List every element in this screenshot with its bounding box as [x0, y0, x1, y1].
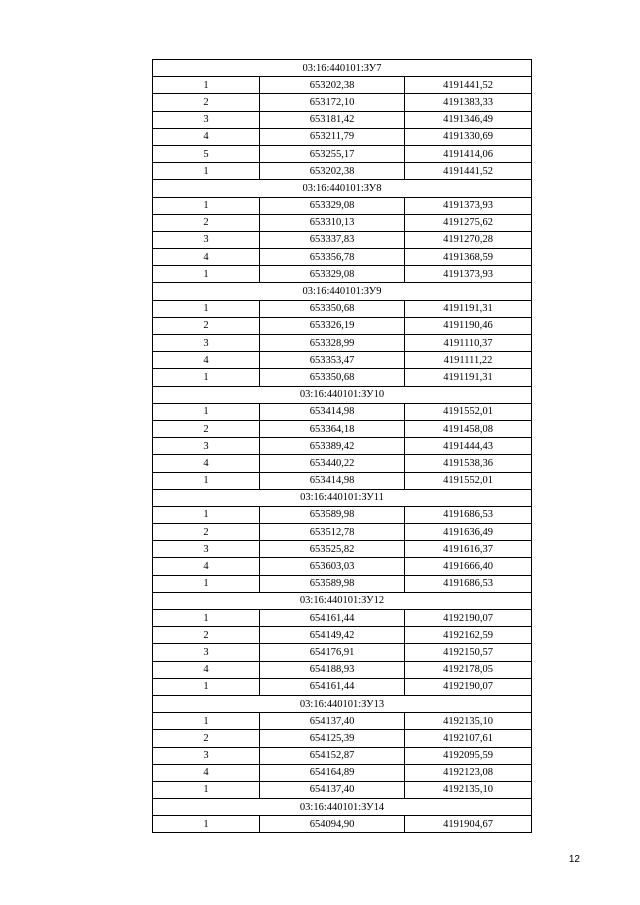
- section-header-row: [153, 799, 532, 816]
- y-coordinate: 4191552,01: [405, 403, 532, 420]
- table-row: [153, 506, 532, 523]
- point-number: 2: [153, 524, 260, 541]
- section-header-row: [153, 283, 532, 300]
- point-number: 4: [153, 352, 260, 369]
- point-number: 4: [153, 249, 260, 266]
- y-coordinate: 4192178,05: [405, 661, 532, 678]
- x-coordinate: 654152,87: [260, 747, 405, 764]
- y-coordinate: 4191190,46: [405, 317, 532, 334]
- x-coordinate: 654161,44: [260, 610, 405, 627]
- point-number: 3: [153, 644, 260, 661]
- y-coordinate: 4191458,08: [405, 420, 532, 437]
- y-coordinate: 4191686,53: [405, 575, 532, 592]
- table-row: [153, 661, 532, 678]
- table-row: [153, 438, 532, 455]
- y-coordinate: 4191373,93: [405, 266, 532, 283]
- table-row: [153, 77, 532, 94]
- coordinates-table: [152, 59, 532, 833]
- point-number: 3: [153, 111, 260, 128]
- x-coordinate: 653350,68: [260, 369, 405, 386]
- y-coordinate: 4191111,22: [405, 352, 532, 369]
- y-coordinate: 4192135,10: [405, 713, 532, 730]
- point-number: 1: [153, 678, 260, 695]
- x-coordinate: 653337,83: [260, 231, 405, 248]
- x-coordinate: 653603,03: [260, 558, 405, 575]
- parcel-id: 03:16:440101:ЗУ9: [153, 283, 532, 300]
- x-coordinate: 653440,22: [260, 455, 405, 472]
- y-coordinate: 4191330,69: [405, 128, 532, 145]
- x-coordinate: 653589,98: [260, 575, 405, 592]
- y-coordinate: 4191444,43: [405, 438, 532, 455]
- y-coordinate: 4191383,33: [405, 94, 532, 111]
- y-coordinate: 4192150,57: [405, 644, 532, 661]
- y-coordinate: 4191616,37: [405, 541, 532, 558]
- y-coordinate: 4191110,37: [405, 335, 532, 352]
- page-number: 12: [568, 854, 580, 865]
- y-coordinate: 4192123,08: [405, 764, 532, 781]
- table-row: [153, 266, 532, 283]
- point-number: 2: [153, 94, 260, 111]
- x-coordinate: 653329,08: [260, 266, 405, 283]
- x-coordinate: 653181,42: [260, 111, 405, 128]
- point-number: 1: [153, 77, 260, 94]
- x-coordinate: 653350,68: [260, 300, 405, 317]
- x-coordinate: 653389,42: [260, 438, 405, 455]
- x-coordinate: 654094,90: [260, 816, 405, 833]
- y-coordinate: 4191552,01: [405, 472, 532, 489]
- x-coordinate: 653589,98: [260, 506, 405, 523]
- x-coordinate: 654188,93: [260, 661, 405, 678]
- point-number: 3: [153, 335, 260, 352]
- x-coordinate: 654176,91: [260, 644, 405, 661]
- point-number: 4: [153, 128, 260, 145]
- y-coordinate: 4192190,07: [405, 678, 532, 695]
- section-header-row: [153, 489, 532, 506]
- section-header-row: [153, 695, 532, 712]
- point-number: 3: [153, 231, 260, 248]
- x-coordinate: 653364,18: [260, 420, 405, 437]
- table-row: [153, 369, 532, 386]
- parcel-id: 03:16:440101:ЗУ12: [153, 592, 532, 609]
- table-row: [153, 541, 532, 558]
- y-coordinate: 4191666,40: [405, 558, 532, 575]
- x-coordinate: 654161,44: [260, 678, 405, 695]
- table-row: [153, 352, 532, 369]
- y-coordinate: 4192162,59: [405, 627, 532, 644]
- y-coordinate: 4191275,62: [405, 214, 532, 231]
- point-number: 3: [153, 747, 260, 764]
- table-row: [153, 747, 532, 764]
- table-row: [153, 163, 532, 180]
- y-coordinate: 4191270,28: [405, 231, 532, 248]
- table-row: [153, 764, 532, 781]
- section-header-row: [153, 180, 532, 197]
- table-row: [153, 730, 532, 747]
- x-coordinate: 653255,17: [260, 145, 405, 162]
- table-row: [153, 197, 532, 214]
- table-row: [153, 231, 532, 248]
- x-coordinate: 654125,39: [260, 730, 405, 747]
- point-number: 2: [153, 317, 260, 334]
- point-number: 1: [153, 781, 260, 798]
- table-row: [153, 94, 532, 111]
- y-coordinate: 4192095,59: [405, 747, 532, 764]
- table-row: [153, 145, 532, 162]
- table-row: [153, 644, 532, 661]
- point-number: 1: [153, 610, 260, 627]
- x-coordinate: 654164,89: [260, 764, 405, 781]
- point-number: 1: [153, 403, 260, 420]
- table-row: [153, 317, 532, 334]
- table-row: [153, 610, 532, 627]
- y-coordinate: 4191373,93: [405, 197, 532, 214]
- y-coordinate: 4191368,59: [405, 249, 532, 266]
- table-row: [153, 678, 532, 695]
- x-coordinate: 653329,08: [260, 197, 405, 214]
- table-row: [153, 300, 532, 317]
- x-coordinate: 653414,98: [260, 472, 405, 489]
- y-coordinate: 4191904,67: [405, 816, 532, 833]
- section-header-row: [153, 60, 532, 77]
- table-row: [153, 472, 532, 489]
- y-coordinate: 4192135,10: [405, 781, 532, 798]
- x-coordinate: 653211,79: [260, 128, 405, 145]
- y-coordinate: 4192107,61: [405, 730, 532, 747]
- table-row: [153, 214, 532, 231]
- table-row: [153, 816, 532, 833]
- point-number: 4: [153, 661, 260, 678]
- table-row: [153, 420, 532, 437]
- point-number: 1: [153, 163, 260, 180]
- x-coordinate: 653328,99: [260, 335, 405, 352]
- point-number: 2: [153, 627, 260, 644]
- x-coordinate: 654149,42: [260, 627, 405, 644]
- point-number: 4: [153, 558, 260, 575]
- y-coordinate: 4191414,06: [405, 145, 532, 162]
- y-coordinate: 4191538,36: [405, 455, 532, 472]
- point-number: 3: [153, 438, 260, 455]
- point-number: 1: [153, 300, 260, 317]
- point-number: 2: [153, 214, 260, 231]
- table-row: [153, 524, 532, 541]
- point-number: 4: [153, 764, 260, 781]
- point-number: 1: [153, 713, 260, 730]
- point-number: 1: [153, 266, 260, 283]
- parcel-id: 03:16:440101:ЗУ14: [153, 799, 532, 816]
- table-row: [153, 249, 532, 266]
- point-number: 1: [153, 575, 260, 592]
- point-number: 2: [153, 730, 260, 747]
- point-number: 4: [153, 455, 260, 472]
- table-row: [153, 713, 532, 730]
- section-header-row: [153, 386, 532, 403]
- y-coordinate: 4191346,49: [405, 111, 532, 128]
- x-coordinate: 653202,38: [260, 163, 405, 180]
- y-coordinate: 4191686,53: [405, 506, 532, 523]
- table-row: [153, 558, 532, 575]
- x-coordinate: 653202,38: [260, 77, 405, 94]
- point-number: 1: [153, 197, 260, 214]
- parcel-id: 03:16:440101:ЗУ8: [153, 180, 532, 197]
- y-coordinate: 4191636,49: [405, 524, 532, 541]
- x-coordinate: 653310,13: [260, 214, 405, 231]
- parcel-id: 03:16:440101:ЗУ11: [153, 489, 532, 506]
- parcel-id: 03:16:440101:ЗУ13: [153, 695, 532, 712]
- point-number: 3: [153, 541, 260, 558]
- x-coordinate: 653525,82: [260, 541, 405, 558]
- table-row: [153, 455, 532, 472]
- x-coordinate: 653353,47: [260, 352, 405, 369]
- table-row: [153, 575, 532, 592]
- table-row: [153, 335, 532, 352]
- y-coordinate: 4191191,31: [405, 300, 532, 317]
- table-row: [153, 627, 532, 644]
- coordinates-table-body: [153, 60, 532, 833]
- table-row: [153, 128, 532, 145]
- y-coordinate: 4192190,07: [405, 610, 532, 627]
- parcel-id: 03:16:440101:ЗУ10: [153, 386, 532, 403]
- x-coordinate: 653414,98: [260, 403, 405, 420]
- table-row: [153, 781, 532, 798]
- y-coordinate: 4191191,31: [405, 369, 532, 386]
- y-coordinate: 4191441,52: [405, 163, 532, 180]
- table-row: [153, 403, 532, 420]
- x-coordinate: 653356,78: [260, 249, 405, 266]
- section-header-row: [153, 592, 532, 609]
- table-row: [153, 111, 532, 128]
- point-number: 2: [153, 420, 260, 437]
- x-coordinate: 653326,19: [260, 317, 405, 334]
- parcel-id: 03:16:440101:ЗУ7: [153, 60, 532, 77]
- x-coordinate: 654137,40: [260, 781, 405, 798]
- x-coordinate: 654137,40: [260, 713, 405, 730]
- point-number: 1: [153, 506, 260, 523]
- y-coordinate: 4191441,52: [405, 77, 532, 94]
- x-coordinate: 653512,78: [260, 524, 405, 541]
- point-number: 1: [153, 369, 260, 386]
- point-number: 1: [153, 816, 260, 833]
- point-number: 1: [153, 472, 260, 489]
- x-coordinate: 653172,10: [260, 94, 405, 111]
- point-number: 5: [153, 145, 260, 162]
